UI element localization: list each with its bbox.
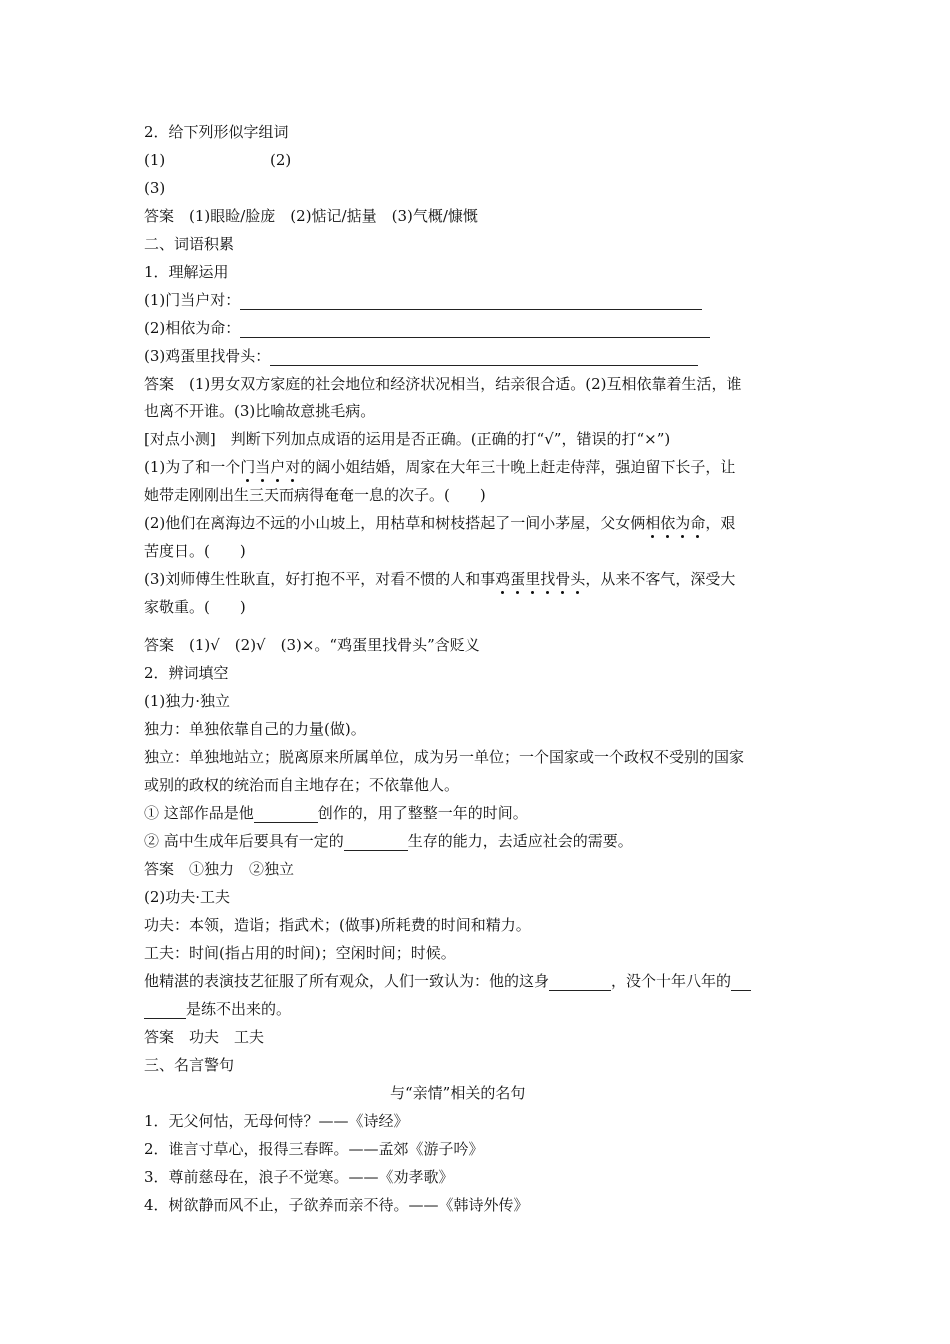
text-span: ② 高中生成年后要具有一定的 xyxy=(144,832,344,850)
text-span: 生存的能力，去适应社会的需要。 xyxy=(407,832,633,850)
answer-blank[interactable] xyxy=(240,323,710,338)
dotted-char: 里 xyxy=(525,570,541,588)
answer-blank[interactable] xyxy=(240,295,702,310)
fill-sentence xyxy=(144,803,528,823)
text-span: 他精湛的表演技艺征服了所有观众，人们一致认为：他的这身 xyxy=(144,972,550,990)
dotted-char: 为 xyxy=(675,514,691,532)
quote-item: 2．谁言寸草心，报得三春晖。——孟郊《游子吟》 xyxy=(144,1140,484,1158)
text-span: (1)为了和一个 xyxy=(144,458,241,476)
question-line xyxy=(144,290,702,310)
test-item-cont: 苦度日。( ) xyxy=(144,542,246,560)
text-span: ，没个十年八年的 xyxy=(611,972,732,990)
fill-sentence-cont xyxy=(144,999,291,1019)
text-span: ，从来不客气，深受大 xyxy=(585,570,736,588)
dotted-char: 对 xyxy=(285,458,301,476)
dotted-char: 命 xyxy=(690,514,706,532)
question-line xyxy=(144,346,698,366)
dotted-char: 当 xyxy=(255,458,271,476)
question-label: (2)相依为命： xyxy=(144,319,241,337)
question-line xyxy=(144,318,710,338)
text-span: ，艰 xyxy=(705,514,736,532)
dotted-char: 相 xyxy=(645,514,661,532)
subsection-heading: 1．理解运用 xyxy=(144,263,229,281)
fill-sentence xyxy=(144,971,751,991)
answer-line: 答案 (1)√ (2)√ (3)×。“鸡蛋里找骨头”含贬义 xyxy=(144,636,480,654)
word-pair-title: (1)独力·独立 xyxy=(144,692,231,710)
question-label: (3)鸡蛋里找骨头： xyxy=(144,347,271,365)
word-pair-title: (2)功夫·工夫 xyxy=(144,888,231,906)
dotted-char: 骨 xyxy=(555,570,571,588)
text-span: ① 这部作品是他 xyxy=(144,804,254,822)
quote-item: 3．尊前慈母在，浪子不觉寒。——《劝孝歌》 xyxy=(144,1168,454,1186)
test-item-cont: 家敬重。( ) xyxy=(144,598,246,616)
dotted-char: 找 xyxy=(540,570,556,588)
fill-blank[interactable] xyxy=(344,836,408,851)
section-heading: 二、词语积累 xyxy=(144,235,235,253)
quote-item: 1．无父何怙，无母何恃？——《诗经》 xyxy=(144,1112,409,1130)
answer-line: 答案 (1)眼睑/脸庞 (2)惦记/掂量 (3)气概/慷慨 xyxy=(144,207,478,225)
text-span: 创作的，用了整整一年的时间。 xyxy=(317,804,528,822)
answer-blank[interactable] xyxy=(270,351,698,366)
fill-blank[interactable] xyxy=(549,976,611,991)
dotted-char: 头 xyxy=(570,570,586,588)
quote-item: 4．树欲静而风不止，子欲养而亲不待。——《韩诗外传》 xyxy=(144,1196,529,1214)
item-label: (1) xyxy=(144,151,166,169)
definition: 独立：单独地站立；脱离原来所属单位，成为另一单位；一个国家或一个政权不受别的国家 xyxy=(144,748,745,766)
fill-blank[interactable] xyxy=(731,976,751,991)
quotes-title: 与“亲情”相关的名句 xyxy=(390,1084,526,1102)
fill-blank[interactable] xyxy=(254,808,318,823)
test-item xyxy=(144,513,735,533)
dotted-char: 户 xyxy=(270,458,286,476)
dotted-char: 鸡 xyxy=(495,570,511,588)
question-label: (1)门当户对： xyxy=(144,291,241,309)
subsection-heading: 2．辨词填空 xyxy=(144,664,229,682)
test-item-cont: 她带走刚刚出生三天而病得奄奄一息的次子。( ) xyxy=(144,486,486,504)
item-label: (2) xyxy=(270,151,292,169)
dotted-char: 蛋 xyxy=(510,570,526,588)
test-item xyxy=(144,457,735,477)
test-item xyxy=(144,569,735,589)
answer-line: 也离不开谁。(3)比喻故意挑毛病。 xyxy=(144,402,376,420)
definition: 独力：单独依靠自己的力量(做)。 xyxy=(144,720,366,738)
item-row xyxy=(144,150,292,170)
item-label: (3) xyxy=(144,179,166,197)
fill-sentence xyxy=(144,831,633,851)
test-title: [对点小测] 判断下列加点成语的运用是否正确。(正确的打“√”，错误的打“×”) xyxy=(144,430,671,448)
fill-blank[interactable] xyxy=(144,1004,186,1019)
definition: 功夫：本领，造诣；指武术；(做事)所耗费的时间和精力。 xyxy=(144,916,531,934)
text-span: (2)他们在离海边不远的小山坡上，用枯草和树枝搭起了一间小茅屋，父女俩 xyxy=(144,514,646,532)
answer-line: 答案 功夫 工夫 xyxy=(144,1028,265,1046)
text-span: 的阔小姐结婚，周家在大年三十晚上赶走侍萍，强迫留下长子，让 xyxy=(300,458,736,476)
dotted-char: 门 xyxy=(240,458,256,476)
definition: 工夫：时间(指占用的时间)；空闲时间；时候。 xyxy=(144,944,456,962)
section-heading: 三、名言警句 xyxy=(144,1056,235,1074)
definition: 或别的政权的统治而自主地存在；不依靠他人。 xyxy=(144,776,460,794)
section-heading: 2．给下列形似字组词 xyxy=(144,123,289,141)
text-span: 是练不出来的。 xyxy=(186,1000,292,1018)
text-span: (3)刘师傅生性耿直，好打抱不平，对看不惯的人和事 xyxy=(144,570,496,588)
dotted-char: 依 xyxy=(660,514,676,532)
answer-line: 答案 ①独力 ②独立 xyxy=(144,860,295,878)
answer-line: 答案 (1)男女双方家庭的社会地位和经济状况相当，结亲很合适。(2)互相依靠着生活，谁 xyxy=(144,375,742,393)
